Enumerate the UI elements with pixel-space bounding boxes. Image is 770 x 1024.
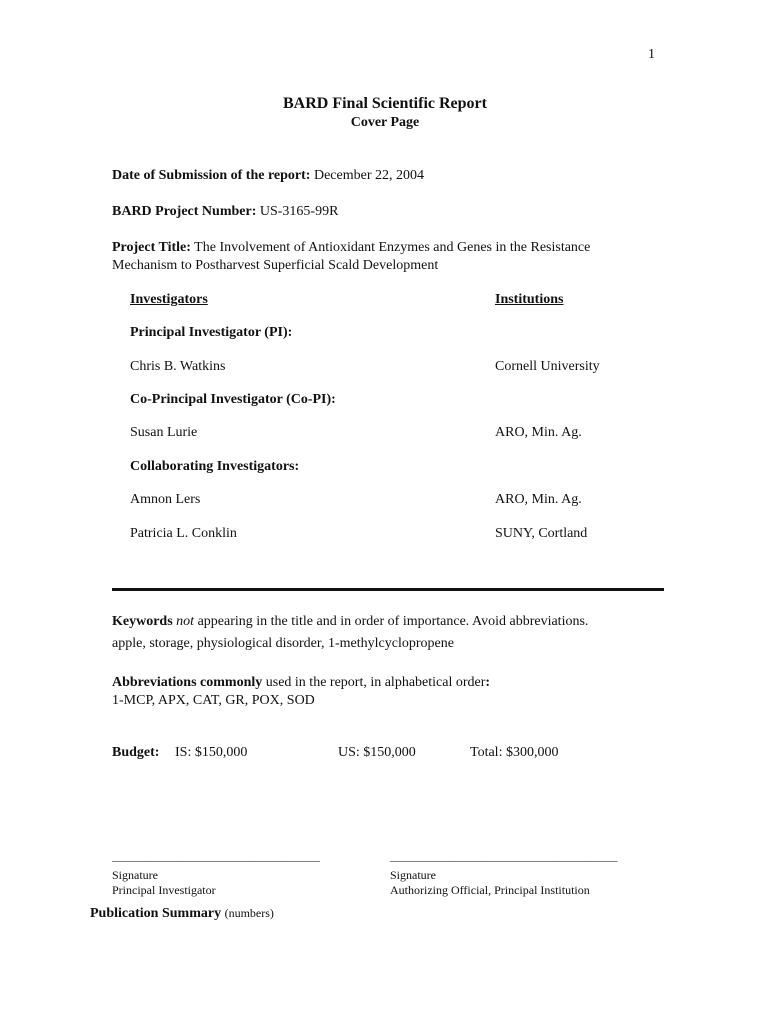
page-number: 1 bbox=[648, 47, 655, 62]
project-title-line1 bbox=[112, 240, 590, 256]
report-title: BARD Final Scientific Report bbox=[283, 95, 487, 112]
collaborator-name: Patricia L. Conklin bbox=[130, 526, 237, 541]
budget-total: Total: $300,000 bbox=[470, 745, 559, 760]
publication-summary bbox=[90, 906, 274, 922]
institutions-column-header: Institutions bbox=[495, 292, 564, 307]
budget-us: US: $150,000 bbox=[338, 745, 416, 760]
publication-summary-label: Publication Summary bbox=[90, 906, 222, 921]
keywords-instruction bbox=[112, 614, 588, 630]
budget-label: Budget: bbox=[112, 745, 160, 760]
abbreviations-label: Abbreviations commonly bbox=[112, 675, 263, 690]
project-title-label: Project Title: bbox=[112, 240, 191, 255]
collaborator-institution: SUNY, Cortland bbox=[495, 526, 588, 541]
submission-date-label: Date of Submission of the report: bbox=[112, 168, 311, 183]
abbreviations-instruction-text: used in the report, in alphabetical order bbox=[265, 675, 486, 690]
keywords-label: Keywords bbox=[112, 614, 173, 629]
pi-signature-label: Signature bbox=[112, 868, 158, 882]
copi-heading: Co-Principal Investigator (Co-PI): bbox=[130, 392, 336, 407]
official-signature-label: Signature bbox=[390, 868, 436, 882]
official-signature-block bbox=[390, 868, 590, 898]
official-signature-role: Authorizing Official, Principal Institution bbox=[390, 883, 590, 897]
collaborator-institution: ARO, Min. Ag. bbox=[495, 492, 582, 507]
keywords-instruction-text: appearing in the title and in order of importance. Avoid abbreviations. bbox=[197, 614, 589, 629]
budget-is: IS: $150,000 bbox=[175, 745, 248, 760]
project-number-label: BARD Project Number: bbox=[112, 204, 257, 219]
submission-date-value: December 22, 2004 bbox=[313, 168, 424, 183]
pi-signature-block bbox=[112, 868, 216, 898]
keywords-value: apple, storage, physiological disorder, 1-methylcyclopropene bbox=[112, 636, 454, 651]
abbreviations-instruction bbox=[112, 675, 490, 691]
collaborators-heading: Collaborating Investigators: bbox=[130, 459, 300, 474]
project-title-text-1: The Involvement of Antioxidant Enzymes and Genes in the Resistance bbox=[194, 240, 591, 255]
report-subtitle: Cover Page bbox=[350, 115, 420, 130]
investigators-column-header: Investigators bbox=[130, 292, 208, 307]
collaborator-name: Amnon Lers bbox=[130, 492, 201, 507]
project-title-text-2: Mechanism to Postharvest Superficial Scald Development bbox=[112, 258, 439, 273]
project-number-line bbox=[112, 204, 338, 220]
pi-name: Chris B. Watkins bbox=[130, 359, 226, 374]
pi-heading: Principal Investigator (PI): bbox=[130, 325, 293, 340]
submission-date-line bbox=[112, 168, 424, 184]
project-number-value: US-3165-99R bbox=[259, 204, 339, 219]
keywords-emphasis: not bbox=[176, 614, 195, 629]
pi-institution: Cornell University bbox=[495, 359, 600, 374]
publication-summary-note: (numbers) bbox=[224, 906, 274, 920]
abbreviations-value: 1-MCP, APX, CAT, GR, POX, SOD bbox=[112, 693, 315, 708]
official-signature-line: ___________________________________ bbox=[390, 848, 618, 863]
copi-institution: ARO, Min. Ag. bbox=[495, 425, 582, 440]
pi-signature-line: ________________________________ bbox=[112, 848, 320, 863]
pi-signature-role: Principal Investigator bbox=[112, 883, 216, 897]
abbreviations-colon: : bbox=[485, 675, 491, 690]
copi-name: Susan Lurie bbox=[130, 425, 198, 440]
section-divider bbox=[112, 588, 664, 591]
